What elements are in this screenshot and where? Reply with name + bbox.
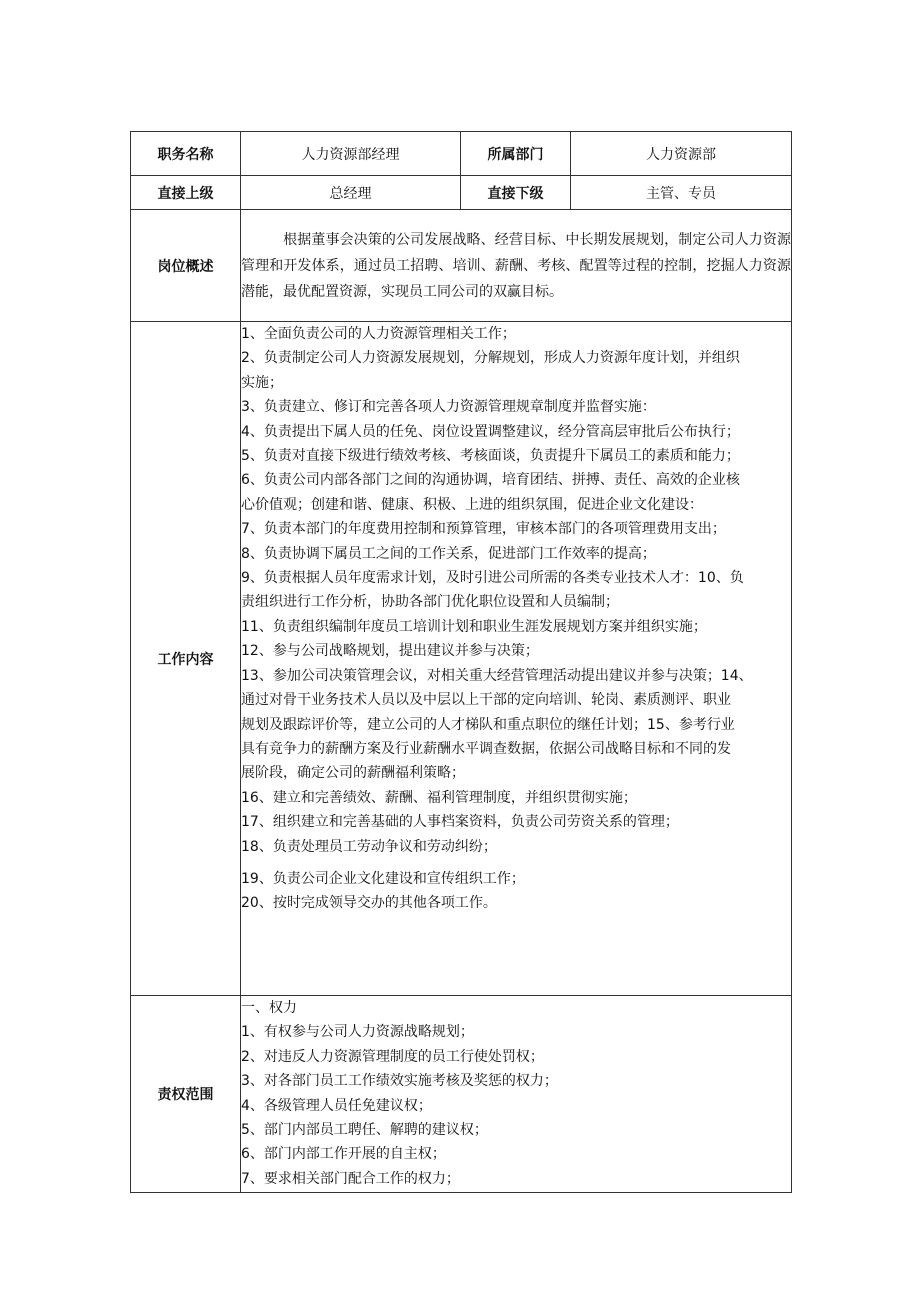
list-item: 1、有权参与公司人力资源战略规划； [241,1024,474,1041]
list-item: 2、负责制定公司人力资源发展规划，分解规划，形成人力资源年度计划，并组织 [241,350,740,367]
list-item: 实施； [241,374,283,391]
superior-label: 直接上级 [131,176,241,210]
list-item: 6、部门内部工作开展的自主权； [241,1146,446,1163]
superior-value: 总经理 [241,176,461,210]
list-item: 3、负责建立、修订和完善各项人力资源管理规章制度并监督实施： [241,399,656,416]
job-description-table [130,131,792,1193]
work-content-label: 工作内容 [131,322,241,996]
table-row [131,132,792,176]
overview-cell [241,210,792,322]
list-item: 展阶段，确定公司的薪酬福利策略； [241,765,465,782]
list-item: 8、负责协调下属员工之间的工作关系，促进部门工作效率的提高； [241,545,656,562]
list-item: 6、负责公司内部各部门之间的沟通协调，培育团结、拼搏、责任、高效的企业核 [241,472,740,489]
overview-text: 根据董事会决策的公司发展战略、经营目标、中长期发展规划，制定公司人力资源管理和开发体系，通过员工招聘、培训、薪酬、考核、配置等过程的控制，挖掘人力资源潜能，最优配置资源，实现员工同公司的双赢目标。 [241,231,791,300]
list-item: 19、负责公司企业文化建设和宣传组织工作； [241,870,525,887]
list-item: 心价值观；创建和谐、健康、积极、上进的组织氛围，促进企业文化建设： [241,496,703,513]
list-item: 20、按时完成领导交办的其他各项工作。 [241,895,497,912]
subordinate-value: 主管、专员 [571,176,792,210]
list-item: 规划及跟踪评价等，建立公司的人才梯队和重点职位的继任计划；15、参考行业 [241,716,735,733]
rights-scope-label: 责权范围 [131,996,241,1193]
list-item: 4、各级管理人员任免建议权； [241,1097,432,1114]
job-title-label: 职务名称 [131,132,241,176]
list-item: 2、对违反人力资源管理制度的员工行使处罚权； [241,1048,544,1065]
list-item: 17、组织建立和完善基础的人事档案资料，负责公司劳资关系的管理； [241,814,679,831]
list-item: 3、对各部门员工工作绩效实施考核及奖惩的权力； [241,1073,558,1090]
table-row [131,996,792,1193]
list-item: 7、要求相关部门配合工作的权力； [241,1170,460,1187]
list-item: 13、参加公司决策管理会议，对相关重大经营管理活动提出建议并参与决策；14、 [241,667,753,684]
list-item: 5、负责对直接下级进行绩效考核、考核面谈，负责提升下属员工的素质和能力； [241,448,740,465]
subordinate-label: 直接下级 [461,176,571,210]
department-label: 所属部门 [461,132,571,176]
table-row [131,176,792,210]
department-value: 人力资源部 [571,132,792,176]
table-row [131,210,792,322]
list-item: 通过对骨干业务技术人员以及中层以上干部的定向培训、轮岗、素质测评、职业 [241,692,731,709]
list-item: 11、负责组织编制年度员工培训计划和职业生涯发展规划方案并组织实施； [241,618,707,635]
list-item: 责组织进行工作分析，协助各部门优化职位设置和人员编制； [241,594,619,611]
list-item: 18、负责处理员工劳动争议和劳动纠纷； [241,838,497,855]
list-item: 一、权力 [241,1000,297,1016]
work-content-list [241,322,792,996]
table-row [131,322,792,996]
job-title-value: 人力资源部经理 [241,132,461,176]
list-item: 7、负责本部门的年度费用控制和预算管理，审核本部门的各项管理费用支出； [241,521,726,538]
list-item: 16、建立和完善绩效、薪酬、福利管理制度，并组织贯彻实施； [241,789,637,806]
list-item: 1、全面负责公司的人力资源管理相关工作； [241,326,516,342]
list-item: 9、负责根据人员年度需求计划，及时引进公司所需的各类专业技术人才：10、负 [241,570,744,587]
overview-label: 岗位概述 [131,210,241,322]
rights-scope-list [241,996,792,1193]
list-item: 具有竞争力的薪酬方案及行业薪酬水平调查数据，依据公司战略目标和不同的发 [241,740,731,757]
list-item: 4、负责提出下属人员的任免、岗位设置调整建议，经分管高层审批后公布执行； [241,423,740,440]
spacer [241,859,791,867]
list-item: 5、部门内部员工聘任、解聘的建议权； [241,1122,488,1139]
list-item: 12、参与公司战略规划，提出建议并参与决策； [241,643,539,660]
